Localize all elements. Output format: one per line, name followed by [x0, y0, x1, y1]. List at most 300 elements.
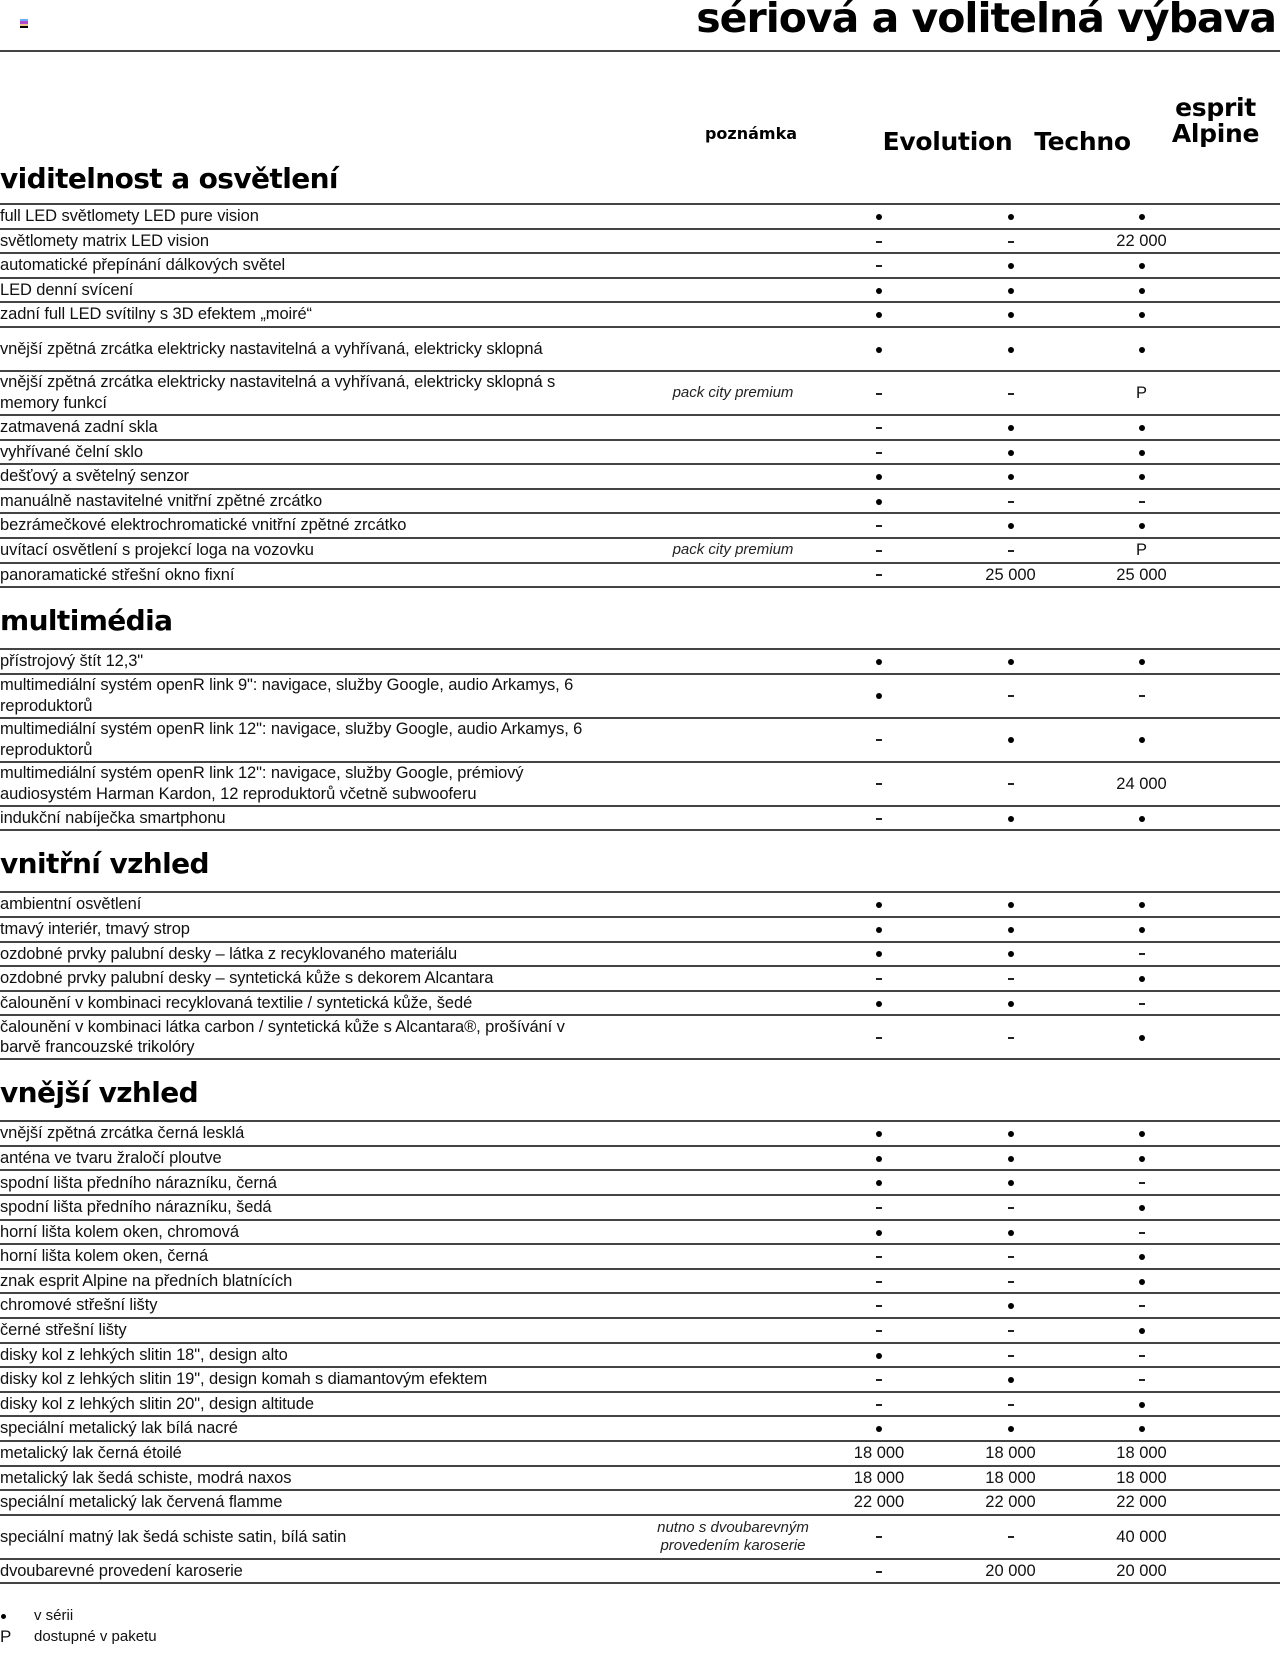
cell-esprit-alpine: 40 000: [1116, 1527, 1167, 1546]
cell-evolution: [813, 919, 945, 939]
cell-techno: [945, 730, 1076, 750]
cell-techno: 25 000: [985, 565, 1036, 584]
bullet-icon: [1008, 816, 1014, 822]
table-row: [0, 1270, 1280, 1295]
table-row: [0, 205, 1280, 230]
table-row: [0, 719, 1280, 763]
feature-label: LED denní svícení: [0, 280, 134, 299]
cell-evolution: [813, 968, 945, 988]
cell-evolution: [813, 944, 945, 964]
cell-evolution: [813, 1419, 945, 1439]
feature-label: vnější zpětná zrcátka elektricky nastavitelná a vyhřívaná, elektricky sklopná s memory funkcí: [0, 373, 556, 412]
dash-icon: [1008, 501, 1014, 503]
cell-techno: [945, 1370, 1076, 1390]
column-header-line2: Techno: [1034, 127, 1131, 156]
table-row: [0, 763, 1280, 807]
feature-label: čalounění v kombinaci recyklovaná textilie / syntetická kůže, šedé: [0, 993, 473, 1012]
bullet-icon: [1139, 1328, 1145, 1334]
dash-icon: [876, 574, 882, 576]
cell-esprit-alpine: [1076, 1247, 1207, 1267]
cell-evolution: 18 000: [853, 1468, 905, 1487]
column-header-techno: [1015, 103, 1150, 155]
dash-icon: [876, 1536, 882, 1538]
cell-techno: [945, 305, 1076, 325]
bullet-icon: [876, 951, 882, 957]
feature-label: speciální metalický lak červená flamme: [0, 1493, 283, 1512]
cell-techno: [945, 1271, 1076, 1291]
cell-evolution: [813, 1561, 945, 1581]
table-row: [0, 992, 1280, 1017]
bullet-icon: [1139, 1279, 1145, 1285]
column-header-esprit-alpine: [1148, 95, 1280, 147]
dash-icon: [876, 525, 882, 527]
cell-evolution: [813, 686, 945, 706]
column-header-line1: esprit: [1175, 93, 1256, 122]
dash-icon: [1139, 1232, 1145, 1234]
bullet-icon: [876, 902, 882, 908]
dash-icon: [876, 265, 882, 267]
cell-techno: [945, 206, 1076, 226]
section: [0, 158, 1280, 588]
cell-techno: [945, 466, 1076, 486]
cell-evolution: [813, 491, 945, 511]
table-row: [0, 1016, 1280, 1060]
cell-esprit-alpine: [1076, 280, 1207, 300]
cell-techno: [945, 651, 1076, 671]
column-header-line1: [880, 103, 1015, 129]
table-row: [0, 514, 1280, 539]
column-header-line2: Alpine: [1171, 119, 1260, 148]
dash-icon: [1008, 1330, 1014, 1332]
legend-item-package: [0, 1626, 157, 1647]
legend-text: dostupné v paketu: [34, 1628, 157, 1645]
cell-esprit-alpine: [1076, 968, 1207, 988]
table-row: [0, 1245, 1280, 1270]
dash-icon: [1008, 1281, 1014, 1283]
bullet-icon: [1008, 523, 1014, 529]
feature-label: dvoubarevné provedení karoserie: [0, 1561, 243, 1580]
bullet-icon: [1008, 1426, 1014, 1432]
dash-icon: [876, 241, 882, 243]
legend: [0, 1605, 157, 1647]
column-header-line1: [1015, 103, 1150, 129]
section-title: multimédia: [0, 588, 1280, 650]
bullet-icon: [1139, 214, 1145, 220]
package-symbol: P: [0, 1626, 12, 1646]
cell-techno: [945, 968, 1076, 988]
table-row: [0, 1516, 1280, 1560]
feature-label: multimediální systém openR link 12": navigace, služby Google, prémiový audiosystém Harman Kardon, 12 reproduktorů včetně subwooferu: [0, 764, 524, 803]
cell-esprit-alpine: [1076, 1296, 1207, 1316]
dash-icon: [1008, 978, 1014, 980]
dash-icon: [876, 1256, 882, 1258]
cell-evolution: [813, 466, 945, 486]
feature-label: automatické přepínání dálkových světel: [0, 256, 286, 275]
cell-techno: [945, 1527, 1076, 1547]
bullet-icon: [876, 1353, 882, 1359]
table-row: [0, 303, 1280, 328]
bullet-icon: [1139, 927, 1145, 933]
cell-esprit-alpine: [1076, 1197, 1207, 1217]
feature-label: full LED světlomety LED pure vision: [0, 207, 259, 226]
cell-techno: [945, 516, 1076, 536]
page-header: [0, 0, 1280, 52]
dash-icon: [876, 1379, 882, 1381]
feature-label: horní lišta kolem oken, chromová: [0, 1222, 239, 1241]
bullet-icon: [1139, 1254, 1145, 1260]
cell-evolution: [813, 565, 945, 585]
table-row: [0, 1491, 1280, 1516]
bullet-icon: [1008, 659, 1014, 665]
cell-techno: [945, 944, 1076, 964]
cell-techno: 20 000: [985, 1562, 1036, 1581]
cell-esprit-alpine: [1076, 442, 1207, 462]
cell-evolution: [813, 1148, 945, 1168]
cell-techno: [945, 442, 1076, 462]
cell-esprit-alpine: [1076, 1345, 1207, 1365]
cell-esprit-alpine: 20 000: [1116, 1562, 1167, 1581]
cell-evolution: [813, 993, 945, 1013]
bullet-icon: [876, 1156, 882, 1162]
table-row: [0, 918, 1280, 943]
cell-techno: [945, 1394, 1076, 1414]
bullet-icon: [1139, 263, 1145, 269]
cell-techno: [945, 1197, 1076, 1217]
cell-evolution: [813, 1197, 945, 1217]
cell-esprit-alpine: P: [1135, 383, 1147, 402]
cell-techno: [945, 1027, 1076, 1047]
dash-icon: [1139, 695, 1145, 697]
cell-evolution: [813, 1222, 945, 1242]
cell-evolution: [813, 280, 945, 300]
cell-esprit-alpine: [1076, 516, 1207, 536]
cell-techno: [945, 417, 1076, 437]
bullet-icon: [876, 1131, 882, 1137]
cell-esprit-alpine: [1076, 895, 1207, 915]
dash-icon: [1008, 241, 1014, 243]
feature-label: uvítací osvětlení s projekcí loga na vozovku: [0, 540, 314, 559]
cell-techno: 22 000: [985, 1493, 1036, 1512]
table-row: [0, 441, 1280, 466]
bullet-icon: [1139, 976, 1145, 982]
cell-techno: [945, 540, 1076, 560]
column-header-line2: Evolution: [882, 127, 1013, 156]
bullet-icon: [1008, 425, 1014, 431]
cell-techno: [945, 1222, 1076, 1242]
cell-techno: [945, 993, 1076, 1013]
dash-icon: [1008, 393, 1014, 395]
feature-label: tmavý interiér, tmavý strop: [0, 919, 190, 938]
cell-evolution: [813, 339, 945, 359]
table-row: [0, 1368, 1280, 1393]
cell-techno: [945, 919, 1076, 939]
cell-esprit-alpine: [1076, 1027, 1207, 1047]
dash-icon: [1139, 501, 1145, 503]
dash-icon: [876, 818, 882, 820]
dash-icon: [876, 1281, 882, 1283]
cell-evolution: [813, 1173, 945, 1193]
feature-label: disky kol z lehkých slitin 18", design alto: [0, 1345, 288, 1364]
table-row: [0, 1319, 1280, 1344]
table-row: [0, 1147, 1280, 1172]
cell-esprit-alpine: [1076, 206, 1207, 226]
bullet-icon: [1008, 1001, 1014, 1007]
bullet-icon: [1008, 214, 1014, 220]
dash-icon: [876, 1571, 882, 1573]
dash-icon: [1139, 1379, 1145, 1381]
flag-icon: [20, 19, 28, 28]
cell-evolution: [813, 1320, 945, 1340]
bullet-icon: [876, 499, 882, 505]
feature-label: speciální metalický lak bílá nacré: [0, 1419, 238, 1438]
cell-evolution: [813, 442, 945, 462]
cell-evolution: [813, 651, 945, 671]
cell-esprit-alpine: [1076, 1320, 1207, 1340]
bullet-icon: [1139, 474, 1145, 480]
table-row: [0, 490, 1280, 515]
feature-note: nutno s dvoubarevným provedením karoserie: [657, 1518, 809, 1554]
table-row: [0, 675, 1280, 719]
dash-icon: [1139, 1355, 1145, 1357]
table-row: [0, 1442, 1280, 1467]
cell-techno: [945, 1345, 1076, 1365]
cell-techno: [945, 339, 1076, 359]
bullet-icon: [1008, 1377, 1014, 1383]
feature-label: zatmavená zadní skla: [0, 418, 158, 437]
bullet-icon: [1139, 347, 1145, 353]
bullet-icon: [1139, 816, 1145, 822]
dash-icon: [1008, 1404, 1014, 1406]
legend-text: v sérii: [34, 1607, 74, 1624]
cell-techno: [945, 686, 1076, 706]
bullet-icon: [1139, 425, 1145, 431]
cell-techno: [945, 1148, 1076, 1168]
feature-label: disky kol z lehkých slitin 19", design komah s diamantovým efektem: [0, 1370, 488, 1389]
table-row: [0, 1560, 1280, 1585]
column-header-evolution: [880, 103, 1015, 155]
cell-techno: [945, 808, 1076, 828]
cell-evolution: [813, 255, 945, 275]
bullet-icon: [1008, 263, 1014, 269]
section-title: vnější vzhled: [0, 1060, 1280, 1122]
feature-label: dešťový a světelný senzor: [0, 467, 189, 486]
bullet-icon: [1008, 1230, 1014, 1236]
section-title: vnitřní vzhled: [0, 831, 1280, 893]
cell-esprit-alpine: [1076, 255, 1207, 275]
cell-evolution: [813, 774, 945, 794]
bullet-icon: [1139, 1426, 1145, 1432]
feature-label: spodní lišta předního nárazníku, šedá: [0, 1198, 272, 1217]
table-row: [0, 1196, 1280, 1221]
feature-label: indukční nabíječka smartphonu: [0, 808, 226, 827]
cell-evolution: [813, 1124, 945, 1144]
bullet-icon: [876, 474, 882, 480]
feature-label: horní lišta kolem oken, černá: [0, 1247, 209, 1266]
feature-label: bezrámečkové elektrochromatické vnitřní zpětné zrcátko: [0, 516, 407, 535]
table-row: [0, 1417, 1280, 1442]
bullet-icon: [876, 693, 882, 699]
dash-icon: [876, 393, 882, 395]
dash-icon: [876, 1404, 882, 1406]
cell-evolution: [813, 516, 945, 536]
cell-techno: [945, 774, 1076, 794]
cell-esprit-alpine: [1076, 491, 1207, 511]
cell-techno: 18 000: [985, 1444, 1036, 1463]
cell-esprit-alpine: 25 000: [1116, 565, 1167, 584]
cell-esprit-alpine: [1076, 651, 1207, 671]
table-row: [0, 1171, 1280, 1196]
dash-icon: [1139, 1305, 1145, 1307]
bullet-icon: [1139, 1402, 1145, 1408]
cell-techno: [945, 895, 1076, 915]
bullet-icon: [1139, 450, 1145, 456]
dash-icon: [876, 978, 882, 980]
cell-techno: [945, 1247, 1076, 1267]
cell-evolution: [813, 1247, 945, 1267]
cell-esprit-alpine: [1076, 1148, 1207, 1168]
bullet-icon: [1139, 1035, 1145, 1041]
table-row: [0, 254, 1280, 279]
feature-note: pack city premium: [672, 383, 794, 401]
feature-label: čalounění v kombinaci látka carbon / syntetická kůže s Alcantara®, prošívání v barvě francouzské trikolóry: [0, 1017, 565, 1057]
bullet-icon: [876, 1426, 882, 1432]
legend-item-standard: [0, 1605, 157, 1626]
dash-icon: [876, 1207, 882, 1209]
table-row: [0, 1221, 1280, 1246]
cell-esprit-alpine: [1076, 1419, 1207, 1439]
feature-label: manuálně nastavitelné vnitřní zpětné zrcátko: [0, 491, 323, 510]
dash-icon: [1139, 1182, 1145, 1184]
cell-techno: [945, 1124, 1076, 1144]
bullet-icon: [1008, 927, 1014, 933]
cell-evolution: [813, 305, 945, 325]
section-title: viditelnost a osvětlení: [0, 158, 1280, 205]
feature-label: multimediální systém openR link 9": navigace, služby Google, audio Arkamys, 6 reproduktorů: [0, 676, 574, 715]
cell-esprit-alpine: P: [1135, 541, 1147, 560]
cell-evolution: [813, 1271, 945, 1291]
bullet-icon: [1008, 450, 1014, 456]
feature-label: multimediální systém openR link 12": navigace, služby Google, audio Arkamys, 6 reproduktorů: [0, 720, 583, 759]
bullet-icon: [876, 659, 882, 665]
cell-evolution: [813, 1296, 945, 1316]
feature-label: metalický lak šedá schiste, modrá naxos: [0, 1468, 292, 1487]
feature-label: panoramatické střešní okno fixní: [0, 565, 235, 584]
table-row: [0, 539, 1280, 564]
bullet-icon: [1008, 474, 1014, 480]
cell-evolution: [813, 1345, 945, 1365]
bullet-icon: [876, 1230, 882, 1236]
cell-evolution: [813, 206, 945, 226]
table-row: [0, 1393, 1280, 1418]
table-row: [0, 465, 1280, 490]
dash-icon: [1008, 550, 1014, 552]
dash-icon: [1139, 1003, 1145, 1005]
cell-techno: 18 000: [985, 1468, 1036, 1487]
section: [0, 1060, 1280, 1584]
cell-esprit-alpine: [1076, 417, 1207, 437]
cell-esprit-alpine: 22 000: [1116, 231, 1167, 250]
bullet-icon: [1008, 737, 1014, 743]
cell-evolution: [813, 417, 945, 437]
cell-techno: [945, 280, 1076, 300]
dash-icon: [1008, 1536, 1014, 1538]
bullet-icon: [1008, 1303, 1014, 1309]
dash-icon: [1139, 953, 1145, 955]
cell-esprit-alpine: [1076, 993, 1207, 1013]
bullet-icon: [0, 1606, 34, 1626]
feature-label: světlomety matrix LED vision: [0, 231, 210, 250]
cell-evolution: [813, 1394, 945, 1414]
cell-esprit-alpine: [1076, 808, 1207, 828]
bullet-icon: [1139, 288, 1145, 294]
bullet-icon: [876, 1180, 882, 1186]
cell-evolution: [813, 1527, 945, 1547]
dash-icon: [1008, 695, 1014, 697]
bullet-icon: [1008, 1131, 1014, 1137]
bullet-icon: [876, 347, 882, 353]
dash-icon: [876, 1037, 882, 1039]
bullet-icon: [1008, 1156, 1014, 1162]
table-row: [0, 372, 1280, 416]
column-header-note: poznámka: [704, 124, 798, 143]
cell-techno: [945, 1320, 1076, 1340]
feature-label: anténa ve tvaru žraločí ploutve: [0, 1148, 222, 1167]
bullet-icon: [1139, 1156, 1145, 1162]
bullet-icon: [876, 312, 882, 318]
cell-techno: [945, 383, 1076, 403]
feature-label: speciální matný lak šedá schiste satin, bílá satin: [0, 1527, 347, 1546]
bullet-icon: [876, 927, 882, 933]
table-row: [0, 967, 1280, 992]
cell-techno: [945, 255, 1076, 275]
cell-evolution: [813, 1027, 945, 1047]
cell-esprit-alpine: [1076, 1370, 1207, 1390]
bullet-icon: [1139, 1205, 1145, 1211]
bullet-icon: [876, 1001, 882, 1007]
table-row: [0, 893, 1280, 918]
table-row: [0, 1294, 1280, 1319]
dash-icon: [876, 1330, 882, 1332]
cell-esprit-alpine: [1076, 1173, 1207, 1193]
cell-evolution: 22 000: [853, 1493, 905, 1512]
dash-icon: [876, 452, 882, 454]
feature-label: znak esprit Alpine na předních blatnících: [0, 1271, 293, 1290]
cell-evolution: [813, 895, 945, 915]
cell-techno: [945, 1173, 1076, 1193]
feature-label: černé střešní lišty: [0, 1321, 127, 1340]
table-row: [0, 807, 1280, 832]
cell-esprit-alpine: 18 000: [1116, 1468, 1167, 1487]
dash-icon: [1008, 1256, 1014, 1258]
feature-label: spodní lišta předního nárazníku, černá: [0, 1173, 277, 1192]
bullet-icon: [1139, 312, 1145, 318]
table-row: [0, 1467, 1280, 1492]
feature-label: vnější zpětná zrcátka elektricky nastavitelná a vyhřívaná, elektricky sklopná: [0, 339, 543, 358]
cell-evolution: [813, 383, 945, 403]
feature-label: metalický lak černá étoilé: [0, 1444, 182, 1463]
cell-esprit-alpine: [1076, 919, 1207, 939]
feature-label: disky kol z lehkých slitin 20", design altitude: [0, 1394, 314, 1413]
cell-esprit-alpine: [1076, 944, 1207, 964]
cell-esprit-alpine: 22 000: [1116, 1493, 1167, 1512]
dash-icon: [876, 427, 882, 429]
cell-esprit-alpine: 18 000: [1116, 1444, 1167, 1463]
cell-esprit-alpine: [1076, 730, 1207, 750]
cell-evolution: [813, 540, 945, 560]
table-row: [0, 1344, 1280, 1369]
bullet-icon: [876, 288, 882, 294]
cell-esprit-alpine: [1076, 339, 1207, 359]
